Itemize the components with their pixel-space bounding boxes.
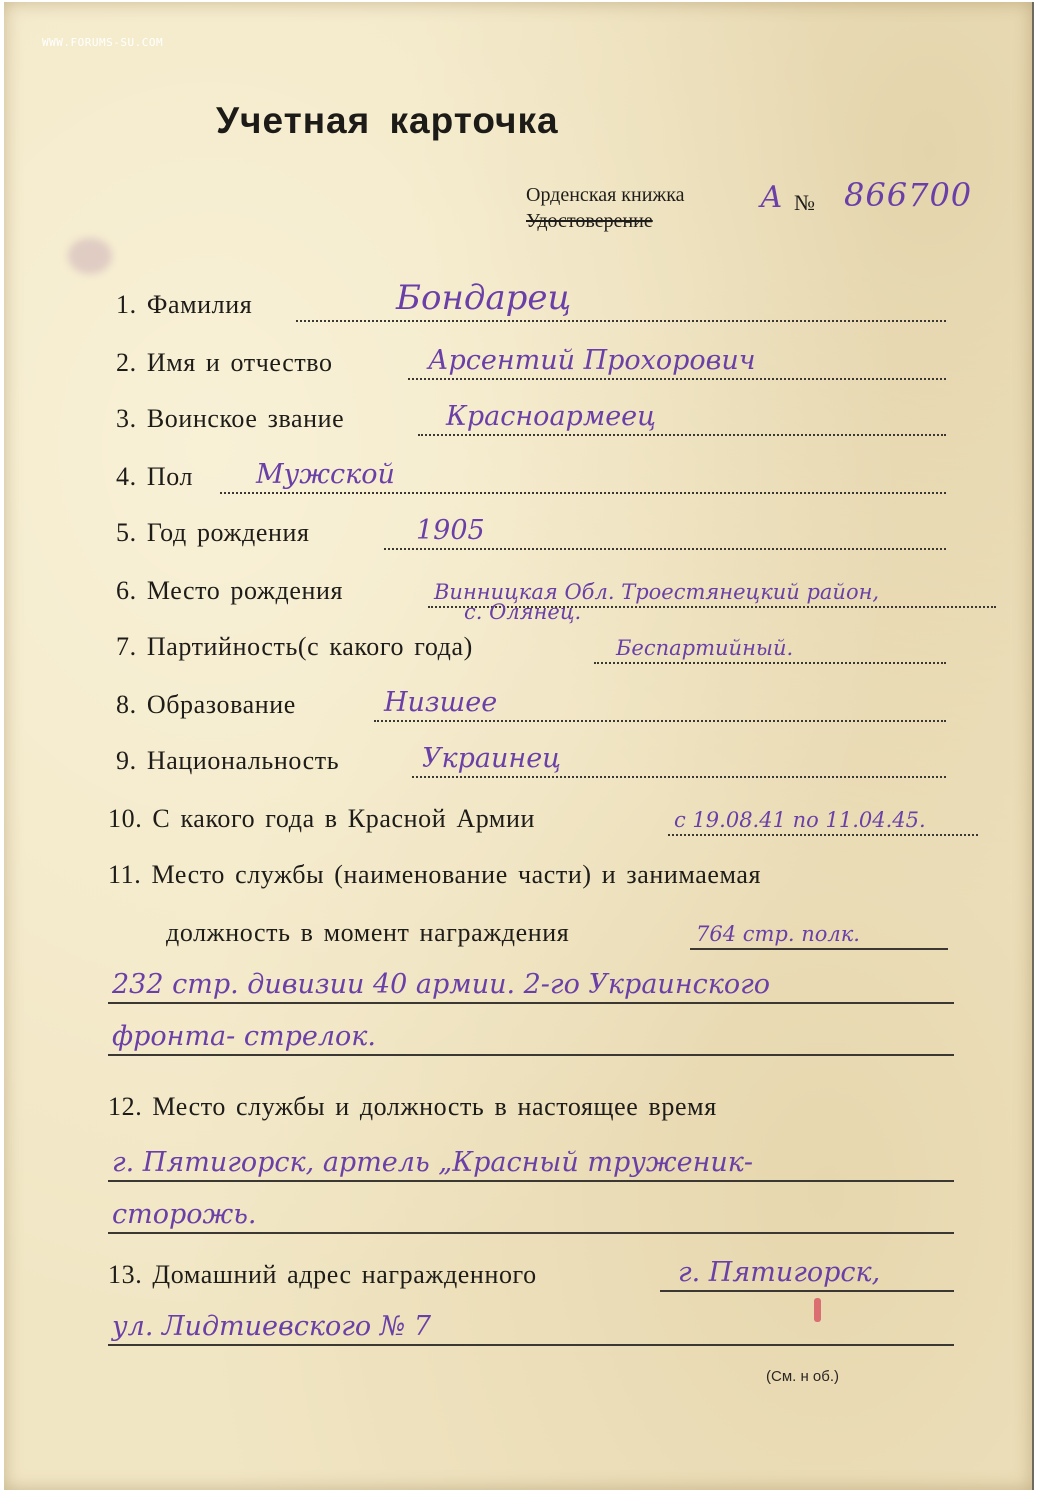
field-value: Украинец	[422, 743, 562, 774]
field-label: 10. С какого года в Красной Армии	[108, 804, 535, 833]
field-birthplace-value-cont: с. Олянец.	[464, 600, 582, 624]
field-home-address-cont	[108, 1306, 954, 1350]
order-book-number: 866700	[844, 176, 973, 214]
record-card	[4, 2, 1034, 1490]
field-value: Мужской	[256, 459, 395, 490]
field-label: 2. Имя и отчество	[116, 348, 333, 377]
field-line	[594, 662, 946, 664]
field-line	[108, 1002, 954, 1004]
field-label: 7. Партийность(с какого года)	[116, 632, 473, 661]
field-label: 5. Год рождения	[116, 518, 310, 547]
field-line	[384, 548, 946, 550]
field-label: 1. Фамилия	[116, 290, 253, 319]
field-value: Красноармеец	[446, 401, 657, 432]
field-value: 1905	[416, 515, 485, 546]
field-label: 9. Национальность	[116, 746, 340, 775]
field-line	[296, 320, 946, 322]
field-label: 4. Пол	[116, 462, 194, 491]
field-line	[374, 720, 946, 722]
field-line	[108, 1232, 954, 1234]
field-line	[108, 1344, 954, 1346]
field-line	[108, 1180, 954, 1182]
footnote-see-reverse: (См. н об.)	[766, 1368, 840, 1385]
field-line	[690, 948, 948, 950]
field-value: г. Пятигорск, артель „Красный труженик-	[112, 1147, 754, 1178]
order-book-number-label: №	[794, 190, 815, 215]
field-label: 13. Домашний адрес награжденного	[108, 1260, 537, 1289]
field-service-place-label	[108, 852, 978, 896]
field-surname	[116, 278, 946, 326]
field-rank	[116, 396, 946, 440]
field-service-place-cont2	[108, 1016, 954, 1060]
field-value: с 19.08.41 по 11.04.45.	[674, 808, 926, 832]
field-label-cont: должность в момент награждения	[166, 918, 570, 947]
field-label: 12. Место службы и должность в настоящее время	[108, 1092, 717, 1121]
field-line	[668, 834, 978, 836]
field-line	[660, 1290, 954, 1292]
field-line	[220, 492, 946, 494]
order-book-label: Орденская книжка	[526, 184, 685, 206]
field-line	[108, 1054, 954, 1056]
field-value: г. Пятигорск,	[678, 1257, 881, 1288]
field-army-since	[108, 796, 978, 840]
field-value: 232 стр. дивизии 40 армии. 2-го Украинского	[112, 969, 771, 1000]
field-line	[418, 434, 946, 436]
certificate-label-struck: Удостоверение	[526, 210, 653, 232]
field-value: фронта- стрелок.	[112, 1021, 377, 1052]
field-service-place-cont	[108, 964, 954, 1008]
field-birth-year	[116, 510, 946, 554]
field-value: Беспартийный.	[616, 636, 794, 660]
field-value: ул. Лидтиевского № 7	[112, 1311, 432, 1342]
field-nationality	[116, 738, 946, 782]
field-value: Бондарец	[396, 278, 572, 318]
field-label: 8. Образование	[116, 690, 296, 719]
field-line	[408, 378, 946, 380]
field-value: Низшее	[384, 687, 498, 718]
field-current-service-cont	[108, 1194, 954, 1238]
field-sex	[116, 454, 946, 498]
field-value: 764 стр. полк.	[696, 922, 860, 946]
order-book-series: А	[760, 180, 783, 215]
field-current-service-label	[108, 1084, 978, 1128]
field-label: 3. Воинское звание	[116, 404, 345, 433]
field-label: 6. Место рождения	[116, 576, 344, 605]
field-party	[116, 624, 946, 668]
field-line	[412, 776, 946, 778]
order-book-block	[526, 176, 973, 244]
field-home-address	[108, 1252, 954, 1296]
field-education	[116, 682, 946, 726]
field-current-service	[108, 1142, 954, 1186]
field-label: 11. Место службы (наименование части) и занимаемая	[108, 860, 762, 889]
field-value: Винницкая Обл. Троестянецкий район,	[434, 580, 880, 604]
field-name-patronymic	[116, 340, 946, 384]
field-service-place	[166, 910, 948, 954]
watermark: WWW.FORUMS-SU.COM	[42, 36, 164, 49]
field-value: сторожь.	[112, 1199, 257, 1230]
ink-stain	[68, 238, 112, 274]
page-title: Учетная карточка	[216, 100, 559, 141]
field-value: Арсентий Прохорович	[428, 345, 756, 376]
red-ink-mark	[814, 1298, 821, 1322]
